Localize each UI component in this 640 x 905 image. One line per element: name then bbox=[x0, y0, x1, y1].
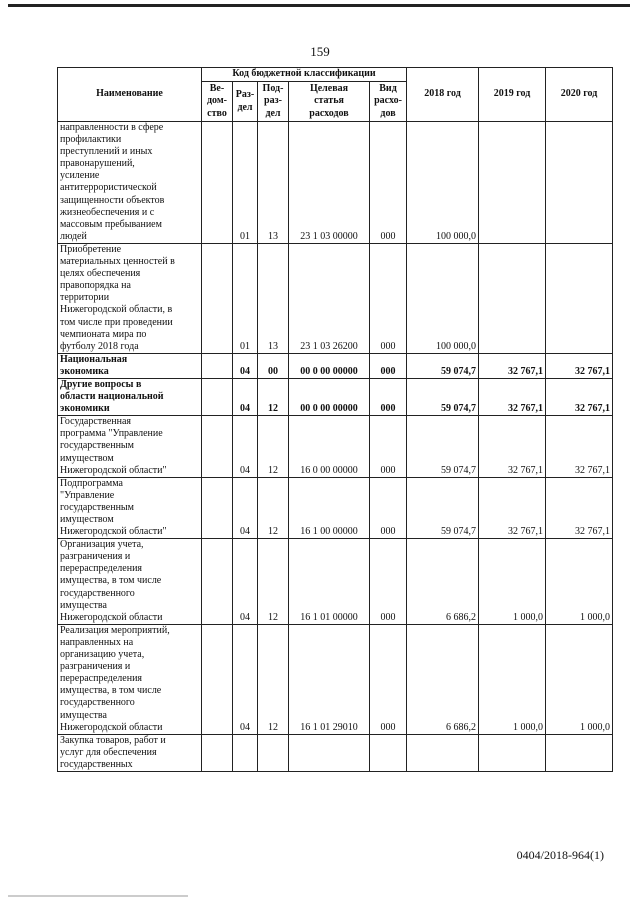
cell-2020 bbox=[546, 243, 613, 353]
cell-target: 16 1 01 29010 bbox=[289, 624, 370, 734]
cell-2019: 32 767,1 bbox=[479, 353, 546, 378]
cell-2018: 6 686,2 bbox=[407, 624, 479, 734]
cell-2018: 6 686,2 bbox=[407, 539, 479, 625]
header-target: Целевая статья расходов bbox=[289, 82, 370, 122]
cell-vid: 000 bbox=[370, 243, 407, 353]
cell-target: 23 1 03 00000 bbox=[289, 122, 370, 244]
cell-razdel: 04 bbox=[233, 539, 258, 625]
cell-2019: 32 767,1 bbox=[479, 378, 546, 415]
cell-2018: 59 074,7 bbox=[407, 477, 479, 538]
cell-name: Реализация мероприятий, направленных на организацию учета, разграничения и перераспределения имущества, в том числе государственного имущества Нижегородской области bbox=[58, 624, 202, 734]
top-scan-rule bbox=[8, 4, 630, 7]
cell-2018: 100 000,0 bbox=[407, 243, 479, 353]
table-body bbox=[58, 122, 613, 772]
cell-2019 bbox=[479, 122, 546, 244]
table-row bbox=[58, 624, 613, 734]
cell-ved bbox=[202, 624, 233, 734]
cell-2020: 32 767,1 bbox=[546, 378, 613, 415]
header-vid: Вид расхо- дов bbox=[370, 82, 407, 122]
cell-podrazdel: 12 bbox=[258, 477, 289, 538]
header-razdel: Раз- дел bbox=[233, 82, 258, 122]
cell-target: 23 1 03 26200 bbox=[289, 243, 370, 353]
cell-name: Подпрограмма "Управление государственным имуществом Нижегородской области" bbox=[58, 477, 202, 538]
header-2020: 2020 год bbox=[546, 68, 613, 122]
cell-2019: 32 767,1 bbox=[479, 477, 546, 538]
cell-2018: 59 074,7 bbox=[407, 378, 479, 415]
header-name: Наименование bbox=[58, 68, 202, 122]
cell-razdel: 04 bbox=[233, 378, 258, 415]
table-row bbox=[58, 353, 613, 378]
cell-podrazdel: 00 bbox=[258, 353, 289, 378]
table-row bbox=[58, 243, 613, 353]
header-2018: 2018 год bbox=[407, 68, 479, 122]
table-row bbox=[58, 416, 613, 477]
cell-vid: 000 bbox=[370, 378, 407, 415]
cell-vid: 000 bbox=[370, 353, 407, 378]
cell-2020: 1 000,0 bbox=[546, 539, 613, 625]
cell-vid: 000 bbox=[370, 416, 407, 477]
table-row bbox=[58, 734, 613, 771]
cell-2018: 100 000,0 bbox=[407, 122, 479, 244]
cell-vid: 000 bbox=[370, 122, 407, 244]
cell-podrazdel: 13 bbox=[258, 243, 289, 353]
budget-table bbox=[57, 67, 613, 772]
cell-razdel: 01 bbox=[233, 243, 258, 353]
cell-2020: 1 000,0 bbox=[546, 624, 613, 734]
cell-name: Национальная экономика bbox=[58, 353, 202, 378]
page-number: 159 bbox=[310, 44, 330, 59]
cell-2019 bbox=[479, 243, 546, 353]
header-classification-group: Код бюджетной классификации bbox=[202, 68, 407, 82]
table-header bbox=[58, 68, 613, 122]
cell-2019: 32 767,1 bbox=[479, 416, 546, 477]
cell-2019 bbox=[479, 734, 546, 771]
cell-razdel: 04 bbox=[233, 477, 258, 538]
cell-2018 bbox=[407, 734, 479, 771]
cell-2019: 1 000,0 bbox=[479, 539, 546, 625]
cell-2020: 32 767,1 bbox=[546, 477, 613, 538]
cell-2020 bbox=[546, 122, 613, 244]
cell-name: Закупка товаров, работ и услуг для обеспечения государственных bbox=[58, 734, 202, 771]
cell-2020: 32 767,1 bbox=[546, 416, 613, 477]
cell-podrazdel: 12 bbox=[258, 539, 289, 625]
cell-name: Организация учета, разграничения и перераспределения имущества, в том числе государственного имущества Нижегородской области bbox=[58, 539, 202, 625]
header-2019: 2019 год bbox=[479, 68, 546, 122]
cell-podrazdel: 13 bbox=[258, 122, 289, 244]
table-row bbox=[58, 378, 613, 415]
document-code: 0404/2018-964(1) bbox=[516, 848, 604, 862]
cell-podrazdel: 12 bbox=[258, 378, 289, 415]
cell-ved bbox=[202, 243, 233, 353]
table-row bbox=[58, 477, 613, 538]
cell-razdel: 04 bbox=[233, 353, 258, 378]
cell-name: Другие вопросы в области национальной экономики bbox=[58, 378, 202, 415]
cell-podrazdel: 12 bbox=[258, 624, 289, 734]
cell-target bbox=[289, 734, 370, 771]
cell-razdel: 04 bbox=[233, 624, 258, 734]
table-row bbox=[58, 539, 613, 625]
cell-razdel bbox=[233, 734, 258, 771]
cell-razdel: 01 bbox=[233, 122, 258, 244]
cell-target: 16 1 01 00000 bbox=[289, 539, 370, 625]
cell-2020 bbox=[546, 734, 613, 771]
cell-podrazdel bbox=[258, 734, 289, 771]
bottom-scan-mark bbox=[8, 895, 188, 897]
cell-name: Приобретение материальных ценностей в целях обеспечения правопорядка на территории Нижегородской области, в том числе при проведении чемпионата мира по футболу 2018 года bbox=[58, 243, 202, 353]
cell-ved bbox=[202, 734, 233, 771]
cell-vid: 000 bbox=[370, 477, 407, 538]
cell-ved bbox=[202, 416, 233, 477]
table-row bbox=[58, 122, 613, 244]
cell-2018: 59 074,7 bbox=[407, 353, 479, 378]
cell-name: Государственная программа "Управление государственным имуществом Нижегородской области" bbox=[58, 416, 202, 477]
cell-target: 00 0 00 00000 bbox=[289, 353, 370, 378]
header-ved: Ве- дом- ство bbox=[202, 82, 233, 122]
cell-vid: 000 bbox=[370, 624, 407, 734]
cell-2019: 1 000,0 bbox=[479, 624, 546, 734]
cell-ved bbox=[202, 539, 233, 625]
cell-2018: 59 074,7 bbox=[407, 416, 479, 477]
cell-target: 16 1 00 00000 bbox=[289, 477, 370, 538]
cell-ved bbox=[202, 477, 233, 538]
header-podrazdel: Под- раз- дел bbox=[258, 82, 289, 122]
cell-ved bbox=[202, 378, 233, 415]
cell-ved bbox=[202, 122, 233, 244]
cell-vid: 000 bbox=[370, 539, 407, 625]
cell-razdel: 04 bbox=[233, 416, 258, 477]
cell-ved bbox=[202, 353, 233, 378]
cell-name: направленности в сфере профилактики преступлений и иных правонарушений, усиление антитеррористической защищенности объектов жизнеобеспечения и с массовым пребыванием людей bbox=[58, 122, 202, 244]
cell-2020: 32 767,1 bbox=[546, 353, 613, 378]
cell-vid bbox=[370, 734, 407, 771]
cell-target: 16 0 00 00000 bbox=[289, 416, 370, 477]
cell-podrazdel: 12 bbox=[258, 416, 289, 477]
cell-target: 00 0 00 00000 bbox=[289, 378, 370, 415]
